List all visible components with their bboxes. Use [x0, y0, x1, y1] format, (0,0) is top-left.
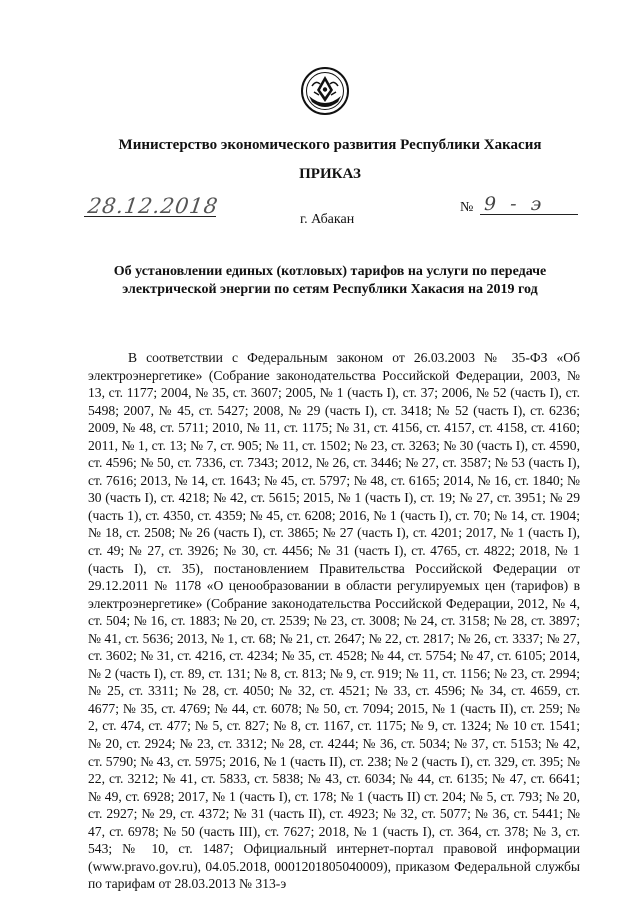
handwritten-number: 9 - э	[484, 193, 546, 215]
preamble-paragraph: В соответствии с Федеральным законом от 26.03.2003 № 35-ФЗ «Об электроэнергетике» (Собрание законодательства Российской Федерации, 2003, № 13, ст. 1177; 2004, № 35, ст. 3607; 2005, № 1 (часть I), ст. 37; 2006, № 52 (часть I), ст. 5498; 2007, № 45, ст. 5427; 2008, № 29 (часть I), ст. 3418; № 52 (часть I), ст. 6236; 2009, № 48, ст. 5711; 2010, № 11, ст. 1175; № 31, ст. 4156, ст. 4157, ст. 4158, ст. 4160; 2011, № 1, ст. 13; № 7, ст. 905; № 11, ст. 1502; № 23, ст. 3263; № 30 (часть I), ст. 4590, ст. 4596; № 50, ст. 7336, ст. 7343; 2012, № 26, ст. 3446; № 27, ст. 3587; № 53 (часть I), ст. 7616; 2013, № 14, ст. 1643; № 45, ст. 5797; № 48, ст. 6165; 2014, № 16, ст. 1840; № 30 (часть I), ст. 4218; № 42, ст. 5615; 2015, № 1 (часть I), ст. 19; № 27, ст. 3951; № 29 (часть 1), ст. 4350, ст. 4359; № 45, ст. 6208; 2016, № 1 (часть I), ст. 70; № 14, ст. 1904; № 18, ст. 2508; № 26 (часть I), ст. 3865; № 27 (часть I), ст. 4201; 2017, № 1 (часть I), ст. 49; № 27, ст. 3926; № 30, ст. 4456; № 31 (часть I), ст. 4765, ст. 4822; 2018, № 1 (часть I), ст. 35), постановлением Правительства Российской Федерации от 29.12.2011 № 1178 «О ценообразовании в области регулируемых цен (тарифов) в электроэнергетике» (Собрание законодательства Российской Федерации, 2012, № 4, ст. 504; № 16, ст. 1883; № 20, ст. 2539; № 23, ст. 3008; № 24, ст. 3158; № 28, ст. 3897; № 41, ст. 5636; 2013, № 1, ст. 68; № 21, ст. 2647; № 22, ст. 2817; № 26, ст. 3337; № 27, ст. 3602; № 31, ст. 4216, ст. 4234; № 35, ст. 4528; № 44, ст. 5754; № 47, ст. 6105; 2014, № 2 (часть I), ст. 89, ст. 131; № 8, ст. 813; № 9, ст. 919; № 11, ст. 1156; № 23, ст. 2994; № 25, ст. 3311; № 28, ст. 4050; № 32, ст. 4521; № 33, ст. 4596; № 34, ст. 4659, ст. 4677; № 35, ст. 4769; № 44, ст. 6078; № 50, ст. 7094; 2015, № 1 (часть II), ст. 259; № 2, ст. 474, ст. 477; № 5, ст. 827; № 8, ст. 1167, ст. 1175; № 9, ст. 1324; № 10 ст. 1541; № 20, ст. 2924; № 23, ст. 3312; № 28, ст. 4244; № 36, ст. 5034; № 37, ст. 5153; № 42, ст. 5790; № 43, ст. 5975; 2016, № 1 (часть II), ст. 238; № 2 (часть I), ст. 329, ст. 395; № 22, ст. 3212; № 41, ст. 5833, ст. 5838; № 43, ст. 6034; № 44, ст. 6135; № 47, ст. 6641; № 49, ст. 6928; 2017, № 1 (часть I), ст. 178; № 1 (часть II) ст. 204; № 5, ст. 793; № 20, ст. 2927; № 29, ст. 4372; № 31 (часть II), ст. 4923; № 32, ст. 5077; № 36, ст. 5441; № 47, ст. 6978; № 50 (часть III), ст. 7627; 2018, № 1 (часть I), ст. 364, ст. 378; № 3, ст. 543; № 10, ст. 1487; Официальный интернет-портал правовой информации (www.pravo.gov.ru), 04.05.2018, 0001201805040009), приказом Федеральной службы по тарифам от 28.03.2013 № 313-э	[88, 350, 580, 892]
handwritten-date: 28.12.2018	[86, 194, 220, 218]
number-underline	[480, 214, 578, 215]
date-underline	[84, 216, 216, 217]
number-label: №	[460, 200, 474, 215]
order-subject-line-2: электрической энергии по сетям Республики Хакасия на 2019 год	[122, 282, 538, 297]
order-subject-line-1: Об установлении единых (котловых) тарифов на услуги по передаче	[113, 264, 547, 279]
ministry-name: Министерство экономического развития Республики Хакасия	[118, 137, 542, 153]
city-name: г. Абакан	[300, 212, 355, 227]
document-type-title: ПРИКАЗ	[299, 166, 361, 182]
order-subject	[100, 263, 560, 299]
khakassia-coat-of-arms-icon	[300, 66, 350, 116]
